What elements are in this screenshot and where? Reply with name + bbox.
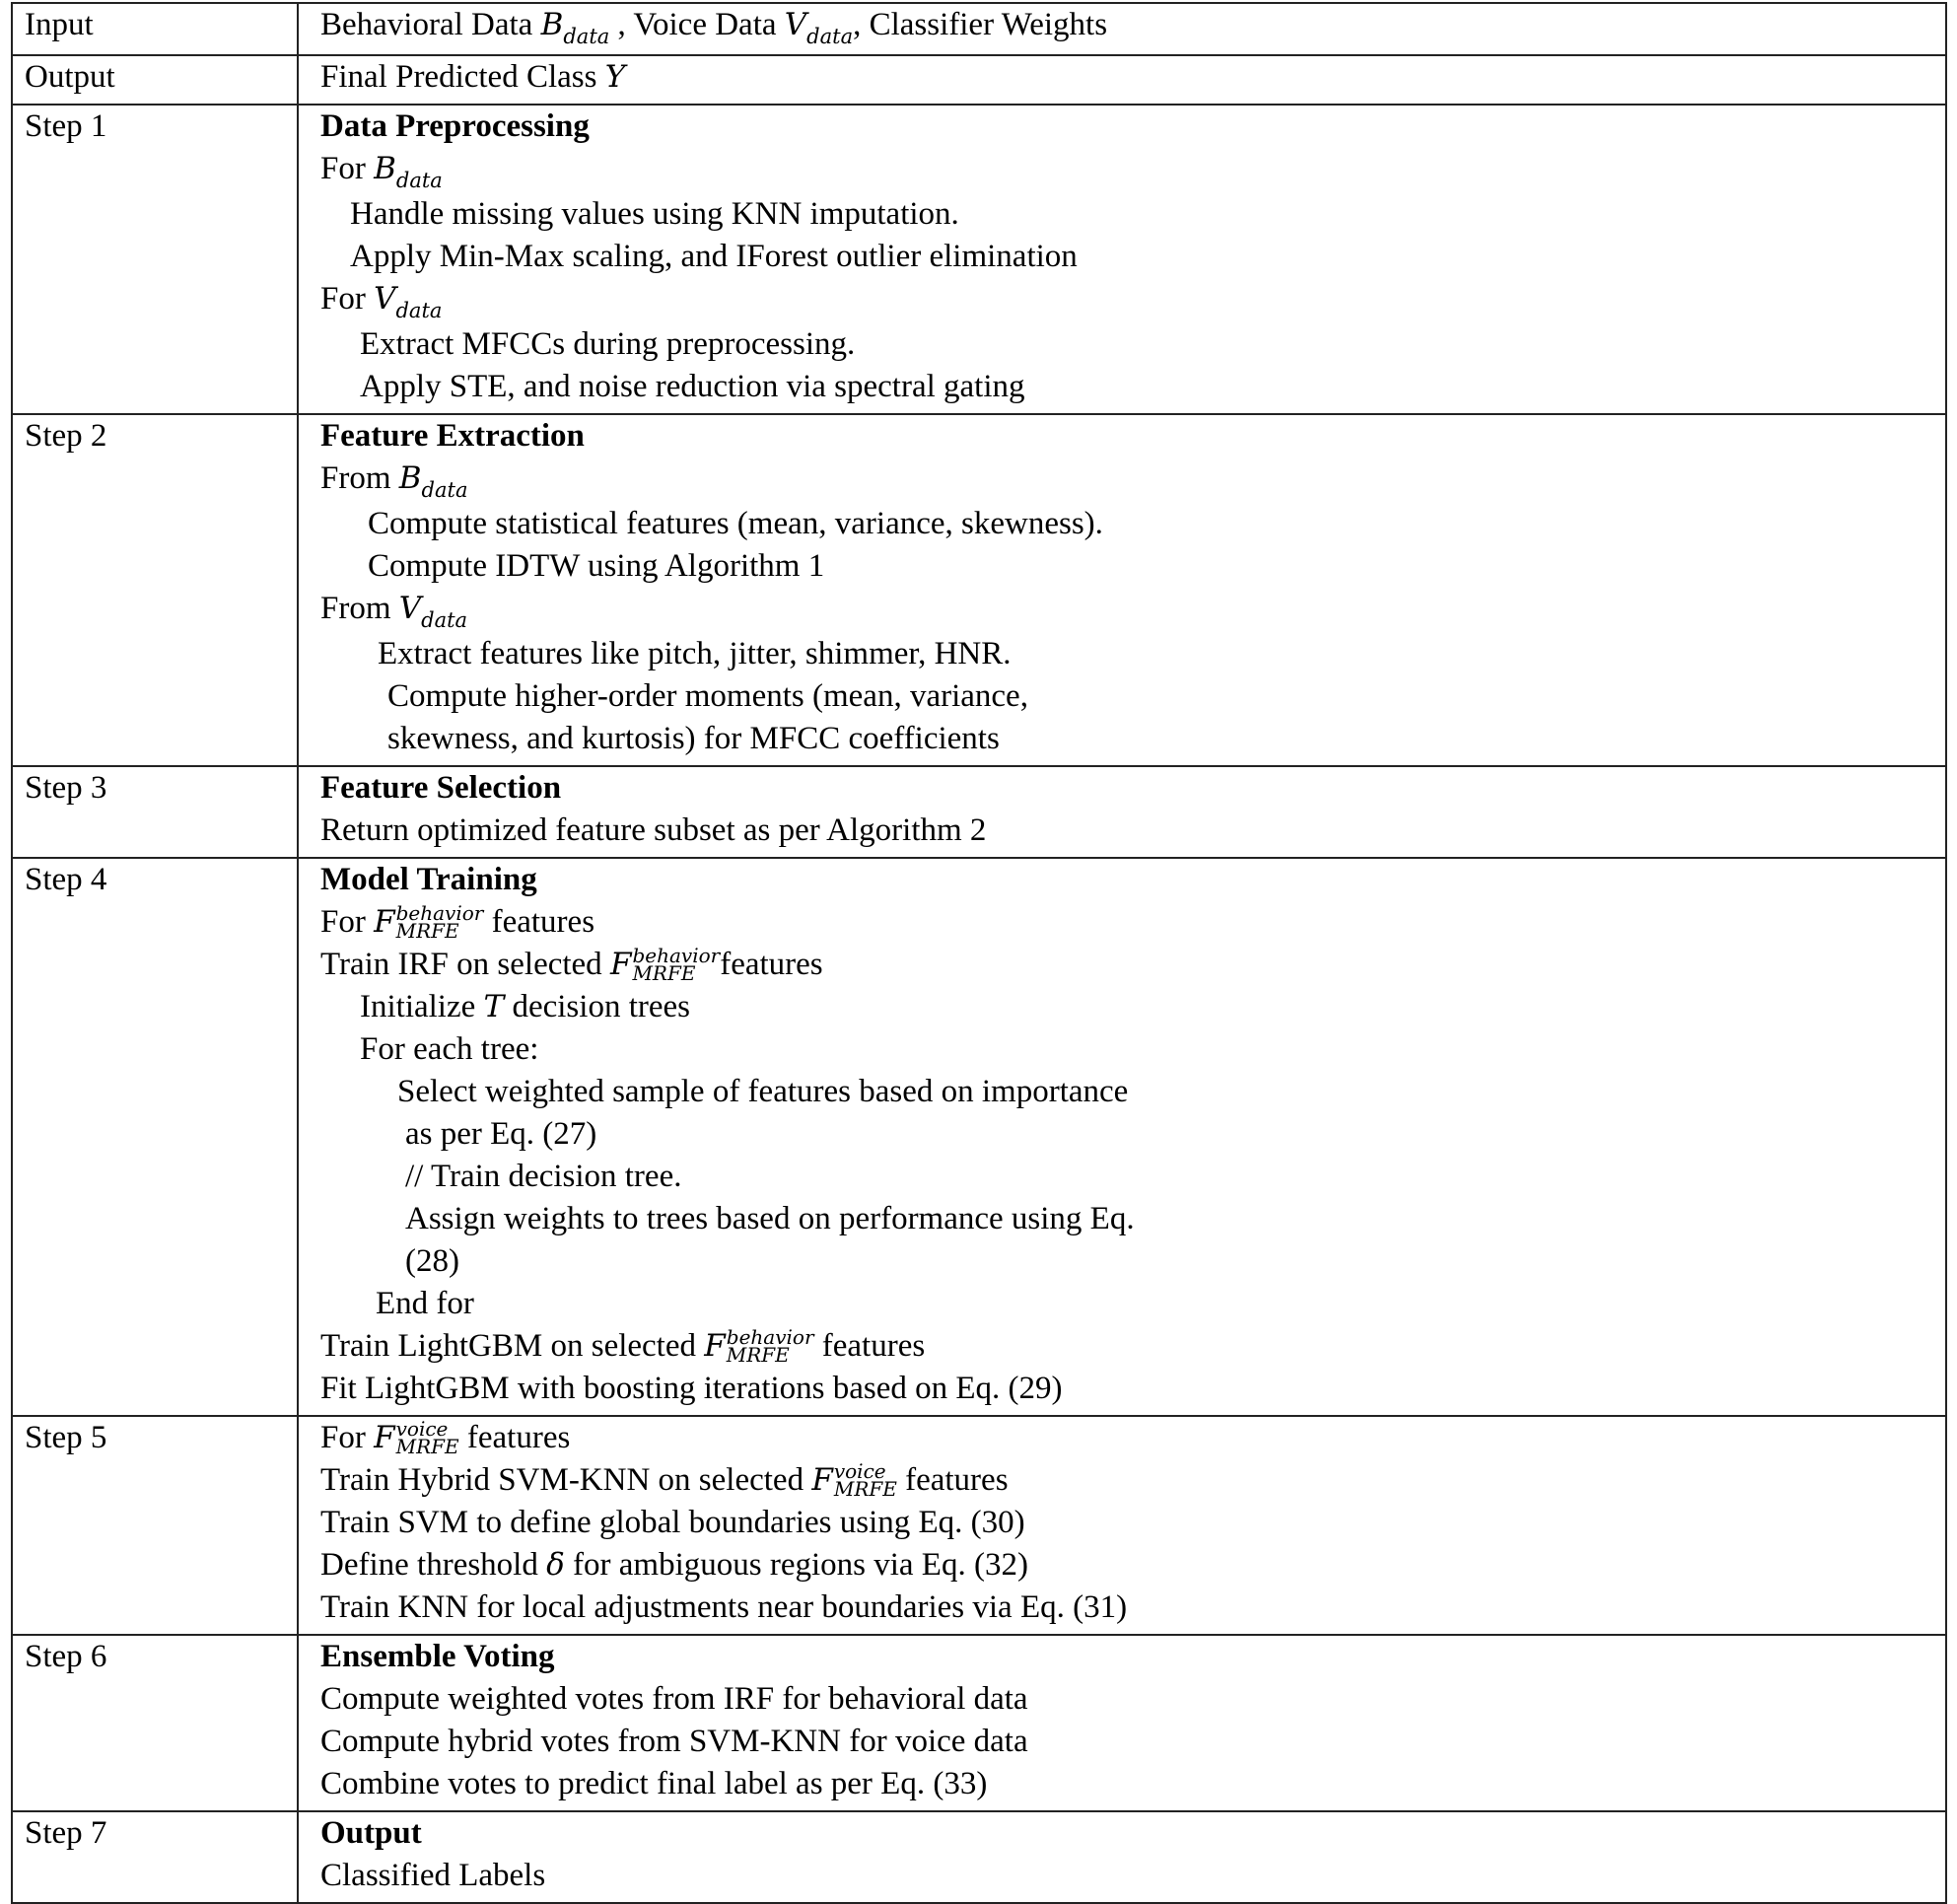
row-content [298, 55, 1946, 105]
output-line: Final Predicted Class Y [320, 59, 626, 95]
row-label: Step 2 [12, 414, 298, 766]
algorithm-table [11, 2, 1947, 1904]
row-content: Data Preprocessing For $B_{data}$ Handle missing values using KNN imputation. Apply Min-Max scaling, and IForest outlier elimination For $V_{data}$ Extract MFCCs during preprocessing. Apply STE, and noise reduction via spectral gating [298, 105, 1946, 414]
step-title: Feature Extraction [320, 418, 585, 454]
table-row-step7 [12, 1811, 1946, 1903]
table-row-step5 [12, 1416, 1946, 1635]
row-content: Output Classified Labels [298, 1811, 1946, 1903]
step-title: Output [320, 1815, 422, 1851]
row-label: Step 4 [12, 858, 298, 1416]
table-row-step3 [12, 766, 1946, 858]
row-content [298, 3, 1946, 55]
row-label: Step 5 [12, 1416, 298, 1635]
step-title: Ensemble Voting [320, 1639, 555, 1674]
row-content: Feature Selection Return optimized feature subset as per Algorithm 2 [298, 766, 1946, 858]
table-row-output [12, 55, 1946, 105]
table-row-step1 [12, 105, 1946, 414]
row-label: Input [12, 3, 298, 55]
table-row-step6 [12, 1635, 1946, 1811]
row-content: Feature Extraction From $B_{data}$ Compute statistical features (mean, variance, skewness). Compute IDTW using Algorithm 1 From $V_{data}$ Extract features like pitch, jitter, shimmer, HNR. Compute higher-order moments (mean, variance, skewness, and kurtosis) for MFCC coefficients [298, 414, 1946, 766]
table-row-step4 [12, 858, 1946, 1416]
table-row-step2 [12, 414, 1946, 766]
row-content: Model Training For F behavior MRFE features Train IRF on selected F behavior MRFE features Initialize T decision trees For each tree: Select weighted sample of features based on importance as per Eq. (27) // Train decision tree. Assign weights to trees based on performance using Eq. (28) End for Train LightGBM on selected F behavior MRFE features Fit LightGBM with boosting iterations based on Eq. (29) [298, 858, 1946, 1416]
row-label: Step 7 [12, 1811, 298, 1903]
row-label: Step 1 [12, 105, 298, 414]
table-row-input [12, 3, 1946, 55]
row-content: Ensemble Voting Compute weighted votes from IRF for behavioral data Compute hybrid votes from SVM-KNN for voice data Combine votes to predict final label as per Eq. (33) [298, 1635, 1946, 1811]
step-title: Data Preprocessing [320, 108, 590, 144]
row-content: For F voice MRFE features Train Hybrid SVM-KNN on selected F voice MRFE features Train SVM to define global boundaries using Eq. (30) Define threshold δ for ambiguous regions via Eq. (32) Train KNN for local adjustments near boundaries via Eq. (31) [298, 1416, 1946, 1635]
step-title: Model Training [320, 862, 537, 897]
input-line: Behavioral Data $B_{data}$ , Voice Data $V_{data}$, Classifier Weights [320, 7, 1108, 48]
row-label: Step 3 [12, 766, 298, 858]
row-label: Output [12, 55, 298, 105]
row-label: Step 6 [12, 1635, 298, 1811]
step-title: Feature Selection [320, 770, 562, 806]
